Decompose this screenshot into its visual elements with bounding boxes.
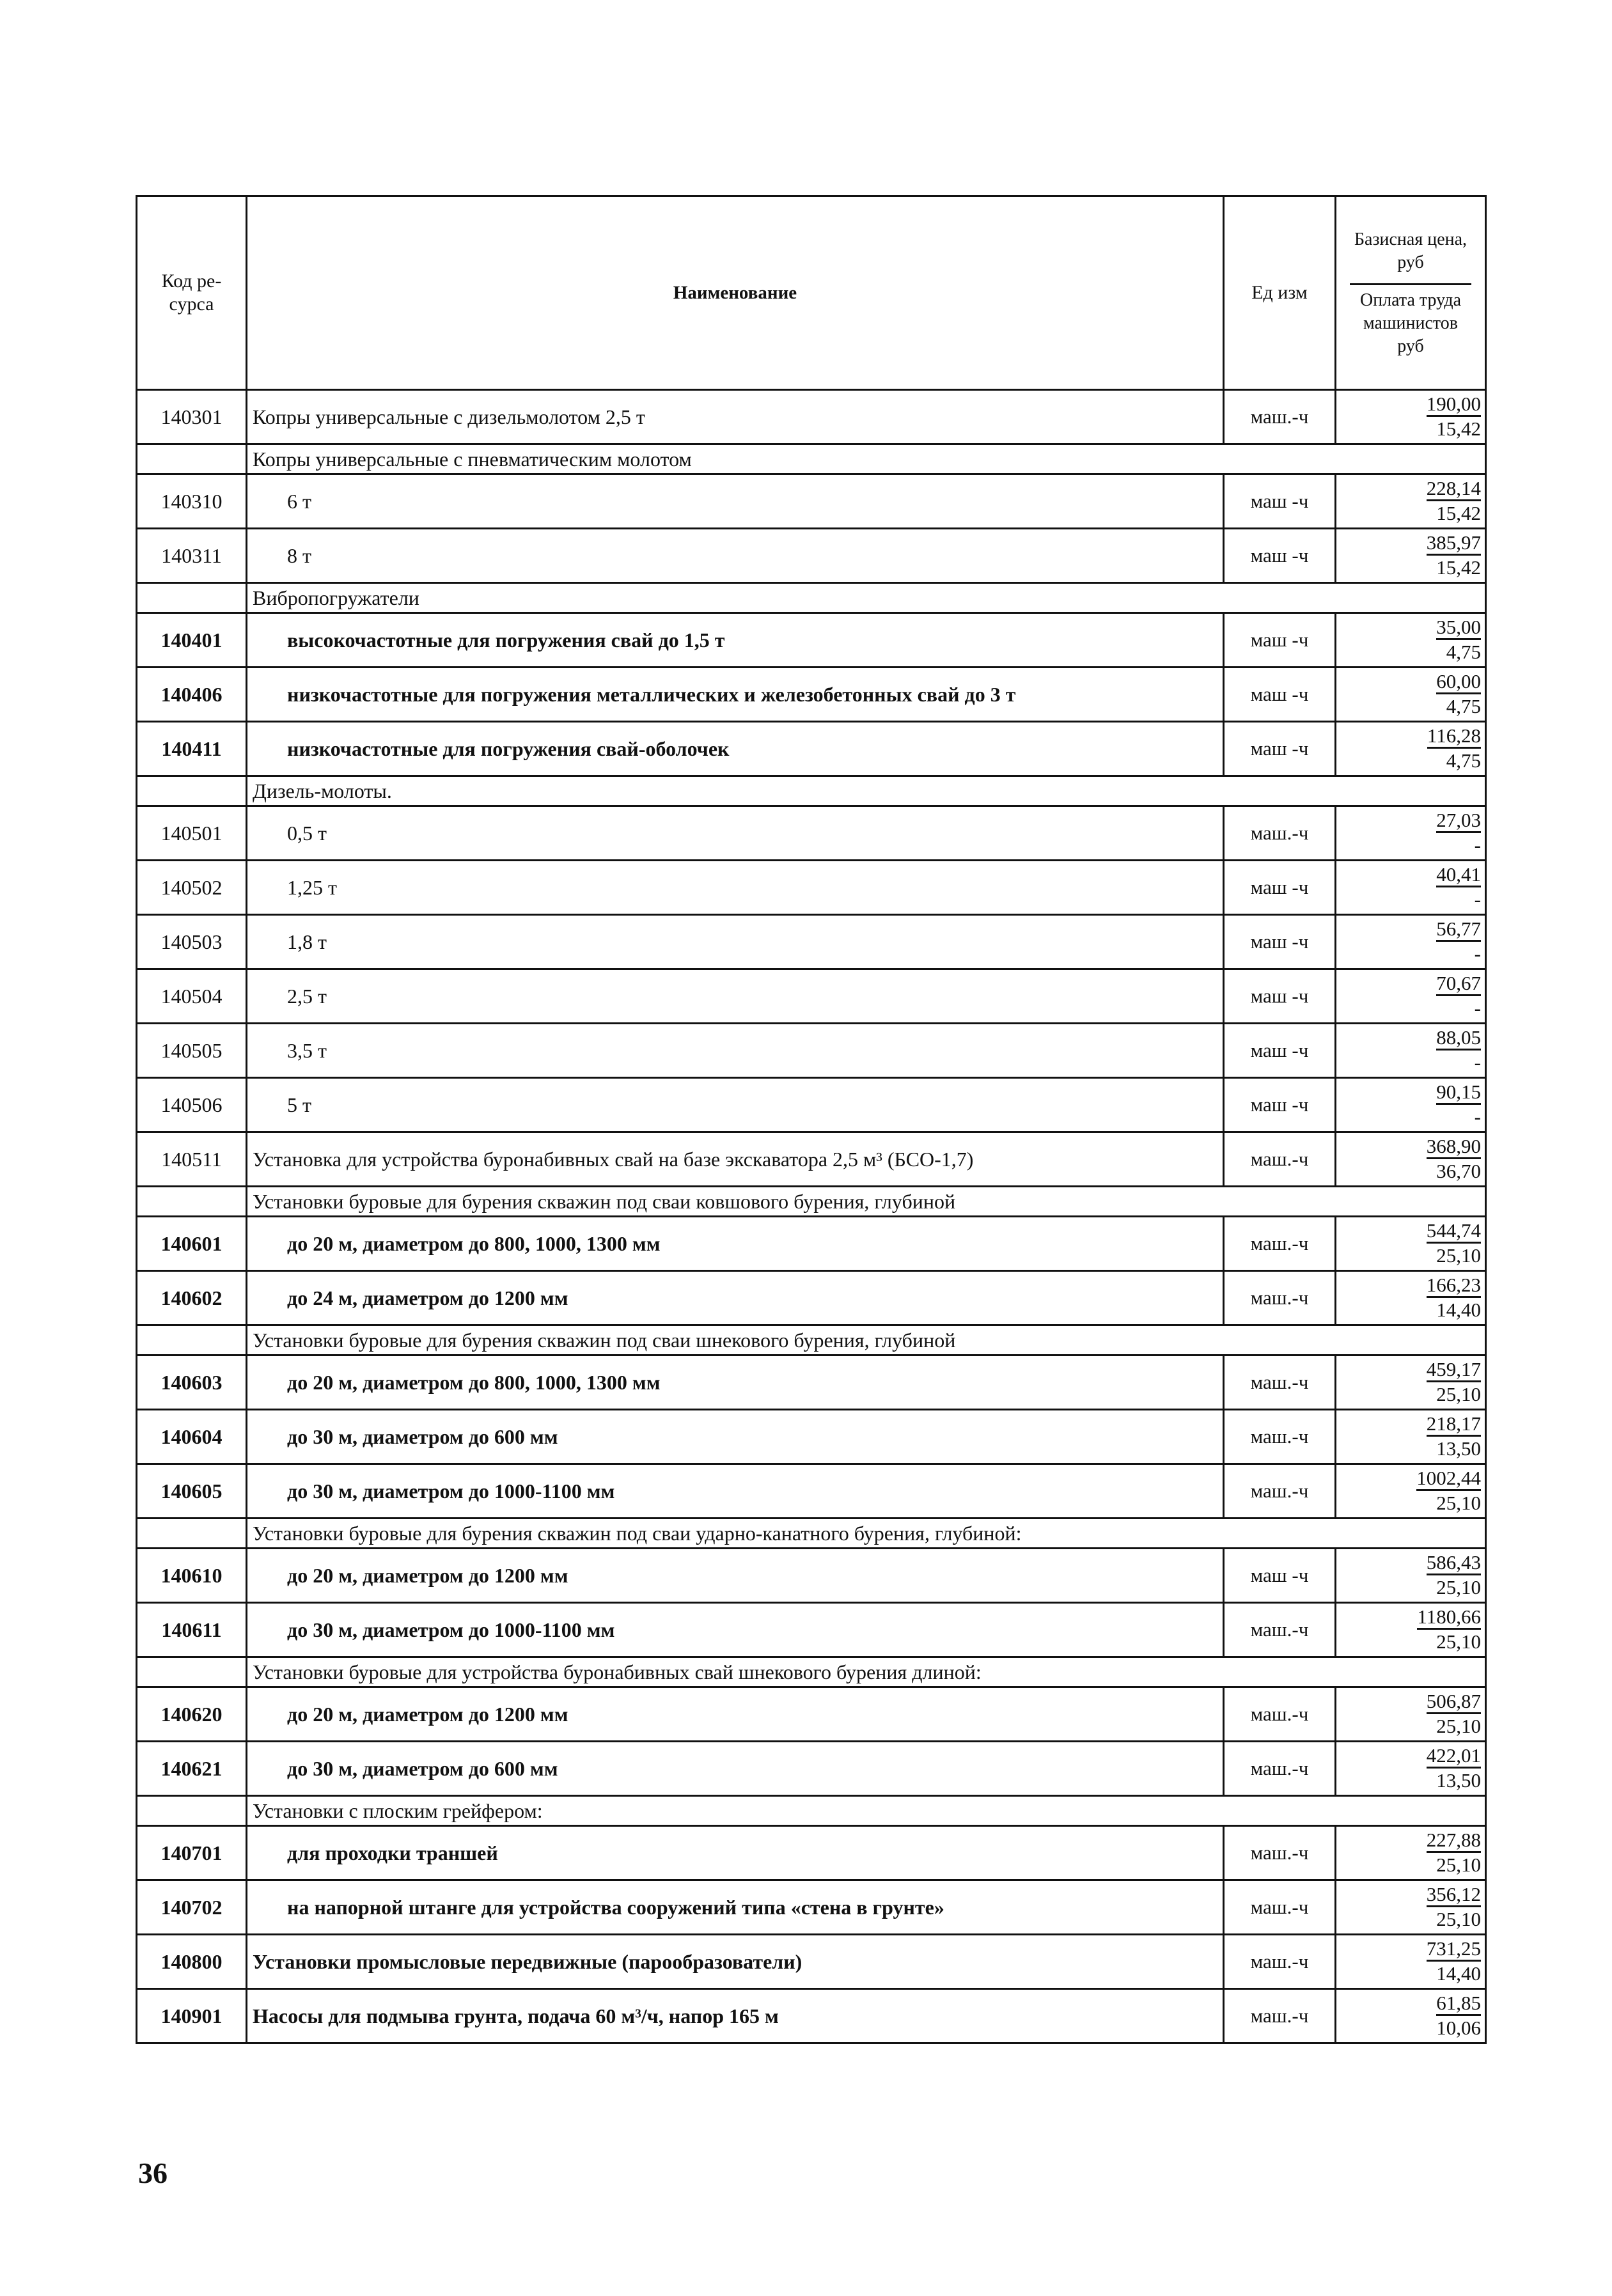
- resource-name: 5 т: [247, 1078, 1224, 1132]
- price-cell: [1336, 1826, 1486, 1880]
- resource-price-table: [136, 195, 1487, 2044]
- unit-of-measure: маш.-ч: [1224, 1742, 1336, 1796]
- resource-code: 140701: [137, 1826, 247, 1880]
- group-header-row: [137, 1325, 1486, 1355]
- unit-of-measure: маш.-ч: [1224, 1410, 1336, 1464]
- unit-of-measure: маш -ч: [1224, 1078, 1336, 1132]
- operator-wage: 15,42: [1436, 502, 1481, 524]
- table-row: [137, 1989, 1486, 2043]
- resource-name: до 30 м, диаметром до 600 мм: [247, 1410, 1224, 1464]
- operator-wage: 25,10: [1436, 1715, 1481, 1737]
- operator-wage: 25,10: [1436, 1244, 1481, 1267]
- resource-name: до 24 м, диаметром до 1200 мм: [247, 1271, 1224, 1325]
- resource-code: 140610: [137, 1549, 247, 1603]
- unit-of-measure: маш.-ч: [1224, 1217, 1336, 1271]
- price-table-sheet: [136, 195, 1485, 2044]
- group-header-row: [137, 1657, 1486, 1687]
- price-cell: [1336, 969, 1486, 1024]
- table-row: [137, 668, 1486, 722]
- resource-code: 140406: [137, 668, 247, 722]
- unit-of-measure: маш.-ч: [1224, 1935, 1336, 1989]
- operator-wage: 4,75: [1446, 749, 1481, 772]
- resource-code: 140301: [137, 390, 247, 444]
- operator-wage: 15,42: [1436, 556, 1481, 579]
- resource-name: 0,5 т: [247, 806, 1224, 861]
- price-cell: [1336, 1217, 1486, 1271]
- price-cell: [1336, 1078, 1486, 1132]
- resource-code: 140620: [137, 1687, 247, 1742]
- price-cell: [1336, 1355, 1486, 1410]
- base-price: 227,88: [1427, 1829, 1481, 1853]
- resource-name: для проходки траншей: [247, 1826, 1224, 1880]
- base-price: 27,03: [1436, 809, 1481, 833]
- resource-code: 140401: [137, 613, 247, 668]
- base-price: 228,14: [1427, 478, 1481, 501]
- group-header-row: [137, 444, 1486, 474]
- resource-code: 140504: [137, 969, 247, 1024]
- price-cell: [1336, 722, 1486, 776]
- base-price: 35,00: [1436, 616, 1481, 640]
- unit-of-measure: маш.-ч: [1224, 1464, 1336, 1519]
- price-cell: [1336, 613, 1486, 668]
- table-row: [137, 1826, 1486, 1880]
- operator-wage: -: [1474, 888, 1481, 910]
- resource-code: 140506: [137, 1078, 247, 1132]
- base-price: 90,15: [1436, 1081, 1481, 1105]
- resource-name: до 20 м, диаметром до 800, 1000, 1300 мм: [247, 1355, 1224, 1410]
- group-title: Дизель-молоты.: [247, 776, 1486, 806]
- operator-wage: 14,40: [1436, 1299, 1481, 1321]
- resource-name: до 30 м, диаметром до 600 мм: [247, 1742, 1224, 1796]
- table-row: [137, 915, 1486, 969]
- group-header-row: [137, 1796, 1486, 1826]
- price-cell: [1336, 1464, 1486, 1519]
- group-code-cell: [137, 1325, 247, 1355]
- operator-wage: 10,06: [1436, 2017, 1481, 2039]
- unit-of-measure: маш.-ч: [1224, 1826, 1336, 1880]
- price-cell: [1336, 529, 1486, 583]
- resource-code: 140621: [137, 1742, 247, 1796]
- unit-of-measure: маш.-ч: [1224, 1271, 1336, 1325]
- base-price: 1180,66: [1417, 1606, 1481, 1630]
- operator-wage: 36,70: [1436, 1160, 1481, 1182]
- group-title: Установки буровые для бурения скважин под сваи шнекового бурения, глубиной: [247, 1325, 1486, 1355]
- resource-name: на напорной штанге для устройства сооружений типа «стена в грунте»: [247, 1880, 1224, 1935]
- operator-wage: -: [1474, 1051, 1481, 1074]
- table-row: [137, 1935, 1486, 1989]
- resource-name: Установки промысловые передвижные (парообразователи): [247, 1935, 1224, 1989]
- base-price: 70,67: [1436, 972, 1481, 996]
- table-row: [137, 613, 1486, 668]
- resource-code: 140901: [137, 1989, 247, 2043]
- header-unit: Ед изм: [1224, 196, 1336, 390]
- table-row: [137, 474, 1486, 529]
- group-title: Установки буровые для бурения скважин под сваи ударно-канатного бурения, глубиной:: [247, 1519, 1486, 1549]
- price-cell: [1336, 1935, 1486, 1989]
- resource-code: 140411: [137, 722, 247, 776]
- resource-name: до 20 м, диаметром до 800, 1000, 1300 мм: [247, 1217, 1224, 1271]
- resource-name: 1,8 т: [247, 915, 1224, 969]
- resource-code: 140604: [137, 1410, 247, 1464]
- base-price: 190,00: [1427, 393, 1481, 417]
- resource-name: Установка для устройства буронабивных свай на базе экскаватора 2,5 м³ (БСО-1,7): [247, 1132, 1224, 1187]
- table-row: [137, 1078, 1486, 1132]
- operator-wage: -: [1474, 834, 1481, 856]
- base-price: 60,00: [1436, 671, 1481, 694]
- header-code: [137, 196, 247, 390]
- price-cell: [1336, 668, 1486, 722]
- table-row: [137, 861, 1486, 915]
- base-price: 586,43: [1427, 1552, 1481, 1575]
- price-cell: [1336, 861, 1486, 915]
- unit-of-measure: маш -ч: [1224, 1549, 1336, 1603]
- table-header-row: [137, 196, 1486, 390]
- operator-wage: 4,75: [1446, 641, 1481, 663]
- table-row: [137, 1132, 1486, 1187]
- group-title: Установки буровые для бурения скважин под сваи ковшового бурения, глубиной: [247, 1187, 1486, 1217]
- unit-of-measure: маш -ч: [1224, 529, 1336, 583]
- resource-name: до 20 м, диаметром до 1200 мм: [247, 1687, 1224, 1742]
- group-code-cell: [137, 1519, 247, 1549]
- group-title: Вибропогружатели: [247, 583, 1486, 613]
- group-code-cell: [137, 583, 247, 613]
- header-wage-label: Оплата труда машинистов руб: [1359, 290, 1461, 356]
- operator-wage: 14,40: [1436, 1962, 1481, 1985]
- unit-of-measure: маш.-ч: [1224, 1603, 1336, 1657]
- operator-wage: 25,10: [1436, 1492, 1481, 1514]
- price-cell: [1336, 1132, 1486, 1187]
- unit-of-measure: маш -ч: [1224, 722, 1336, 776]
- base-price: 506,87: [1427, 1691, 1481, 1714]
- base-price: 459,17: [1427, 1359, 1481, 1382]
- header-name: Наименование: [247, 196, 1224, 390]
- price-cell: [1336, 1271, 1486, 1325]
- resource-name: 1,25 т: [247, 861, 1224, 915]
- unit-of-measure: маш.-ч: [1224, 1880, 1336, 1935]
- base-price: 368,90: [1427, 1136, 1481, 1159]
- price-cell: [1336, 1410, 1486, 1464]
- resource-code: 140800: [137, 1935, 247, 1989]
- resource-code: 140501: [137, 806, 247, 861]
- resource-code: 140503: [137, 915, 247, 969]
- table-row: [137, 1464, 1486, 1519]
- table-row: [137, 390, 1486, 444]
- operator-wage: -: [1474, 942, 1481, 965]
- resource-name: низкочастотные для погружения свай-оболочек: [247, 722, 1224, 776]
- base-price: 356,12: [1427, 1884, 1481, 1907]
- group-header-row: [137, 776, 1486, 806]
- resource-name: 6 т: [247, 474, 1224, 529]
- base-price: 385,97: [1427, 532, 1481, 556]
- resource-code: 140311: [137, 529, 247, 583]
- table-row: [137, 1603, 1486, 1657]
- resource-name: до 30 м, диаметром до 1000-1100 мм: [247, 1603, 1224, 1657]
- resource-name: низкочастотные для погружения металлических и железобетонных свай до 3 т: [247, 668, 1224, 722]
- resource-code: 140601: [137, 1217, 247, 1271]
- base-price: 218,17: [1427, 1413, 1481, 1437]
- resource-code: 140310: [137, 474, 247, 529]
- resource-code: 140511: [137, 1132, 247, 1187]
- resource-name: до 30 м, диаметром до 1000-1100 мм: [247, 1464, 1224, 1519]
- unit-of-measure: маш -ч: [1224, 668, 1336, 722]
- unit-of-measure: маш -ч: [1224, 1024, 1336, 1078]
- table-row: [137, 1880, 1486, 1935]
- operator-wage: 4,75: [1446, 695, 1481, 717]
- header-price-divider: [1350, 283, 1471, 285]
- resource-name: 3,5 т: [247, 1024, 1224, 1078]
- resource-name: высокочастотные для погружения свай до 1,5 т: [247, 613, 1224, 668]
- resource-code: 140502: [137, 861, 247, 915]
- operator-wage: 25,10: [1436, 1383, 1481, 1405]
- price-cell: [1336, 1989, 1486, 2043]
- unit-of-measure: маш.-ч: [1224, 390, 1336, 444]
- table-row: [137, 1410, 1486, 1464]
- base-price: 88,05: [1436, 1027, 1481, 1050]
- resource-name: до 20 м, диаметром до 1200 мм: [247, 1549, 1224, 1603]
- group-header-row: [137, 1519, 1486, 1549]
- table-row: [137, 1687, 1486, 1742]
- resource-name: 8 т: [247, 529, 1224, 583]
- resource-code: 140605: [137, 1464, 247, 1519]
- price-cell: [1336, 1742, 1486, 1796]
- table-row: [137, 722, 1486, 776]
- price-cell: [1336, 806, 1486, 861]
- price-cell: [1336, 474, 1486, 529]
- resource-code: 140611: [137, 1603, 247, 1657]
- unit-of-measure: маш -ч: [1224, 613, 1336, 668]
- unit-of-measure: маш -ч: [1224, 474, 1336, 529]
- price-cell: [1336, 1687, 1486, 1742]
- group-code-cell: [137, 776, 247, 806]
- unit-of-measure: маш -ч: [1224, 915, 1336, 969]
- group-code-cell: [137, 1657, 247, 1687]
- price-cell: [1336, 915, 1486, 969]
- table-row: [137, 806, 1486, 861]
- header-price-label: Базисная цена, руб: [1354, 229, 1467, 272]
- operator-wage: 25,10: [1436, 1630, 1481, 1653]
- unit-of-measure: маш -ч: [1224, 969, 1336, 1024]
- unit-of-measure: маш.-ч: [1224, 806, 1336, 861]
- operator-wage: 15,42: [1436, 418, 1481, 440]
- table-row: [137, 1217, 1486, 1271]
- group-header-row: [137, 1187, 1486, 1217]
- unit-of-measure: маш.-ч: [1224, 1989, 1336, 2043]
- unit-of-measure: маш.-ч: [1224, 1132, 1336, 1187]
- group-title: Установки с плоским грейфером:: [247, 1796, 1486, 1826]
- base-price: 116,28: [1427, 725, 1481, 749]
- table-body: [137, 390, 1486, 2043]
- base-price: 166,23: [1427, 1274, 1481, 1298]
- price-cell: [1336, 390, 1486, 444]
- unit-of-measure: маш -ч: [1224, 861, 1336, 915]
- base-price: 544,74: [1427, 1220, 1481, 1244]
- operator-wage: 25,10: [1436, 1854, 1481, 1876]
- price-cell: [1336, 1549, 1486, 1603]
- unit-of-measure: маш.-ч: [1224, 1687, 1336, 1742]
- table-row: [137, 1549, 1486, 1603]
- group-title: Копры универсальные с пневматическим молотом: [247, 444, 1486, 474]
- table-row: [137, 1355, 1486, 1410]
- table-row: [137, 529, 1486, 583]
- price-cell: [1336, 1024, 1486, 1078]
- resource-code: 140702: [137, 1880, 247, 1935]
- header-price: [1336, 196, 1486, 390]
- header-code-label: Код ре- сурса: [161, 270, 222, 315]
- resource-code: 140505: [137, 1024, 247, 1078]
- operator-wage: 13,50: [1436, 1437, 1481, 1460]
- base-price: 61,85: [1436, 1992, 1481, 2016]
- table-row: [137, 1271, 1486, 1325]
- resource-name: 2,5 т: [247, 969, 1224, 1024]
- price-cell: [1336, 1603, 1486, 1657]
- base-price: 731,25: [1427, 1938, 1481, 1962]
- unit-of-measure: маш.-ч: [1224, 1355, 1336, 1410]
- resource-name: Насосы для подмыва грунта, подача 60 м³/ч, напор 165 м: [247, 1989, 1224, 2043]
- operator-wage: 25,10: [1436, 1908, 1481, 1930]
- table-row: [137, 1742, 1486, 1796]
- table-row: [137, 1024, 1486, 1078]
- base-price: 56,77: [1436, 918, 1481, 942]
- resource-name: Копры универсальные с дизельмолотом 2,5 т: [247, 390, 1224, 444]
- group-title: Установки буровые для устройства буронабивных свай шнекового бурения длиной:: [247, 1657, 1486, 1687]
- operator-wage: 13,50: [1436, 1769, 1481, 1792]
- group-code-cell: [137, 1187, 247, 1217]
- operator-wage: -: [1474, 997, 1481, 1019]
- resource-code: 140602: [137, 1271, 247, 1325]
- resource-code: 140603: [137, 1355, 247, 1410]
- group-code-cell: [137, 1796, 247, 1826]
- base-price: 40,41: [1436, 864, 1481, 887]
- base-price: 422,01: [1427, 1745, 1481, 1769]
- group-header-row: [137, 583, 1486, 613]
- group-code-cell: [137, 444, 247, 474]
- table-row: [137, 969, 1486, 1024]
- base-price: 1002,44: [1416, 1467, 1481, 1491]
- operator-wage: -: [1474, 1105, 1481, 1128]
- operator-wage: 25,10: [1436, 1576, 1481, 1598]
- price-cell: [1336, 1880, 1486, 1935]
- page-number: 36: [138, 2157, 168, 2189]
